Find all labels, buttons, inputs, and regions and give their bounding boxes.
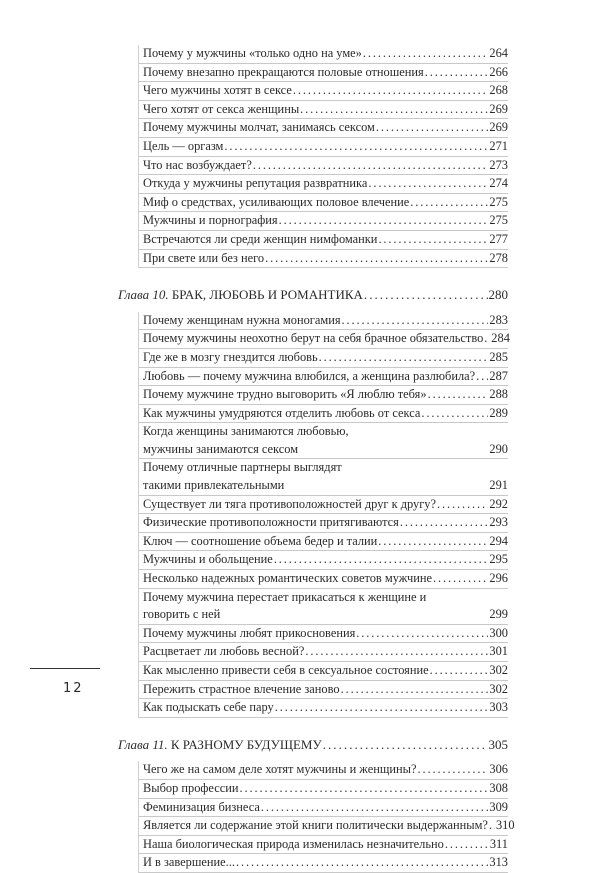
toc-entry-page: 278 bbox=[489, 250, 508, 265]
toc-entry-title: Цель — оргазм bbox=[143, 138, 224, 153]
toc-entry-page: 290 bbox=[489, 441, 508, 456]
toc-entry-title: Почему внезапно прекращаются половые отношения bbox=[143, 64, 424, 79]
leader-dots bbox=[417, 761, 488, 779]
toc-entry-page: 273 bbox=[489, 157, 508, 172]
toc-entry[interactable] bbox=[139, 817, 515, 836]
toc-entry-title: Расцветает ли любовь весной? bbox=[143, 644, 305, 659]
toc-entry[interactable] bbox=[139, 250, 508, 269]
leader-dots bbox=[489, 817, 495, 835]
toc-entry-page: 289 bbox=[489, 405, 508, 420]
leader-dots bbox=[300, 101, 488, 119]
leader-dots bbox=[240, 780, 489, 798]
toc-entry-title: Почему мужчины любят прикосновения bbox=[143, 625, 356, 640]
toc-entry-title: Феминизация бизнеса bbox=[143, 799, 260, 814]
toc-entry-title: Чего же на самом деле хотят мужчины и женщины? bbox=[143, 762, 417, 777]
toc-entry-page: 302 bbox=[489, 663, 508, 677]
toc-entry[interactable] bbox=[139, 101, 508, 120]
toc-entry-page: 274 bbox=[489, 176, 508, 191]
toc-entry[interactable] bbox=[139, 423, 508, 459]
toc-entry[interactable] bbox=[139, 138, 508, 157]
toc-entry-title: Ключ — соотношение объема бедер и талии bbox=[143, 533, 378, 548]
chapter-page: 305 bbox=[488, 736, 508, 752]
chapter-label: Глава 11. bbox=[118, 736, 168, 752]
toc-entry-title: Что нас возбуждает? bbox=[143, 157, 252, 172]
leader-dots bbox=[368, 175, 488, 193]
toc-entry[interactable] bbox=[139, 799, 508, 818]
toc-entry-page: 311 bbox=[489, 836, 508, 851]
toc-entry-title: Почему у мужчины «только одно на уме» bbox=[143, 46, 362, 60]
toc-entry-title: Почему мужчины неохотно берут на себя брачное обязательство bbox=[143, 331, 484, 346]
toc-entry-title: Мужчины и обольщение bbox=[143, 552, 273, 567]
toc-entry-title: И в завершение... bbox=[143, 855, 235, 870]
toc-entry[interactable] bbox=[139, 854, 508, 873]
toc-entry-title: Как мужчины умудряются отделить любовь от секса bbox=[143, 405, 421, 420]
toc-entry-page: 306 bbox=[489, 762, 508, 777]
toc-entry-page: 309 bbox=[489, 799, 508, 814]
toc-entry[interactable] bbox=[139, 496, 508, 515]
leader-dots bbox=[428, 386, 489, 404]
leader-dots bbox=[319, 349, 489, 367]
toc-entry[interactable] bbox=[139, 45, 508, 64]
leader-dots bbox=[445, 836, 489, 854]
toc-entry[interactable] bbox=[139, 570, 508, 589]
leader-dots bbox=[476, 368, 488, 386]
chapter-heading[interactable] bbox=[118, 286, 508, 304]
toc-entry-title: Как мысленно привести себя в сексуальное состояние bbox=[143, 663, 429, 677]
chapter-title: БРАК, ЛЮБОВЬ И РОМАНТИКА bbox=[171, 287, 363, 303]
toc-entry-page: 299 bbox=[489, 607, 508, 622]
leader-dots bbox=[425, 64, 489, 82]
toc-entry[interactable] bbox=[139, 194, 508, 213]
toc-entry-title: Существует ли тяга противоположностей друг к другу? bbox=[143, 496, 436, 511]
toc-entry-title: Пережить страстное влечение заново bbox=[143, 681, 340, 696]
toc-entry-page: 296 bbox=[489, 571, 508, 586]
toc-entry[interactable] bbox=[139, 681, 508, 700]
chapter-page: 280 bbox=[488, 287, 508, 303]
toc-entry[interactable] bbox=[139, 533, 508, 552]
toc-entry-page: 295 bbox=[489, 552, 508, 567]
leader-dots bbox=[376, 119, 489, 137]
leader-dots bbox=[400, 514, 489, 532]
leader-dots bbox=[484, 330, 490, 348]
toc-entry[interactable] bbox=[139, 175, 508, 194]
section-entries bbox=[138, 312, 508, 718]
toc-entry-title: Наша биологическая природа изменилась незначительно bbox=[143, 836, 444, 851]
leader-dots bbox=[305, 643, 488, 661]
leader-dots bbox=[410, 194, 488, 212]
toc-entry-page: 266 bbox=[489, 64, 508, 79]
leader-dots bbox=[341, 681, 489, 699]
toc-entry-page: 271 bbox=[489, 138, 508, 153]
toc-entry-title: Несколько надежных романтических советов мужчине bbox=[143, 571, 432, 586]
toc-entry-title: Почему мужчине трудно выговорить «Я люблю тебя» bbox=[143, 387, 427, 402]
leader-dots bbox=[265, 250, 488, 268]
toc-entry-title: Любовь — почему мужчина влюбился, а женщина разлюбила? bbox=[143, 368, 476, 383]
toc-entry[interactable] bbox=[139, 761, 508, 780]
toc-entry-title: Как подыскать себе пару bbox=[143, 700, 274, 715]
section-entries bbox=[138, 45, 508, 268]
section-entries bbox=[138, 761, 515, 873]
toc-entry-page: 300 bbox=[489, 625, 508, 640]
toc-entry-title: Откуда у мужчины репутация развратника bbox=[143, 176, 368, 191]
footer-rule bbox=[30, 668, 100, 669]
toc-entry[interactable] bbox=[139, 330, 508, 349]
toc-entry-page: 268 bbox=[489, 83, 508, 98]
toc-entry-title: Является ли содержание этой книги политически выдержанным? bbox=[143, 818, 488, 833]
toc-entry-page: 275 bbox=[489, 194, 508, 209]
toc-entry-title: Почему мужчина перестает прикасаться к женщине и говорить с ней bbox=[143, 589, 427, 622]
toc-entry[interactable] bbox=[139, 514, 508, 533]
toc-entry[interactable] bbox=[139, 64, 508, 83]
leader-dots bbox=[430, 662, 489, 680]
leader-dots bbox=[261, 799, 489, 817]
toc-entry[interactable] bbox=[139, 699, 508, 718]
toc-entry-page: 275 bbox=[489, 213, 508, 228]
toc-entry[interactable] bbox=[139, 625, 508, 644]
toc-entry-page: 277 bbox=[489, 231, 508, 246]
toc-entry-page: 308 bbox=[489, 780, 508, 795]
toc-entry-page: 301 bbox=[489, 644, 508, 659]
toc-entry[interactable] bbox=[139, 836, 508, 855]
toc-entry-page: 283 bbox=[489, 312, 508, 327]
toc-entry-title: Встречаются ли среди женщин нимфоманки bbox=[143, 231, 378, 246]
toc-entry-title: Почему отличные партнеры выглядят такими привлекательными bbox=[143, 460, 342, 493]
toc-entry-page: 269 bbox=[489, 120, 508, 135]
toc-entry-title: Физические противоположности притягиваются bbox=[143, 515, 399, 530]
leader-dots bbox=[275, 699, 489, 717]
toc-entry-page: 310 bbox=[495, 818, 515, 833]
toc-entry[interactable] bbox=[139, 119, 508, 138]
toc-entry-page: 285 bbox=[489, 349, 508, 364]
toc-entry[interactable] bbox=[139, 212, 508, 231]
toc-entry-page: 303 bbox=[489, 700, 508, 715]
toc-entry[interactable] bbox=[139, 231, 508, 250]
chapter-label: Глава 10. bbox=[118, 287, 169, 303]
toc-entry-title: Выбор профессии bbox=[143, 780, 239, 795]
leader-dots bbox=[378, 231, 488, 249]
toc-entry-title: Почему мужчины молчат, занимаясь сексом bbox=[143, 120, 375, 135]
leader-dots bbox=[224, 138, 488, 156]
toc-entry-page: 264 bbox=[489, 46, 508, 60]
toc-entry-page: 284 bbox=[491, 331, 510, 346]
toc-entry-title: Миф о средствах, усиливающих половое влечение bbox=[143, 194, 410, 209]
leader-dots bbox=[236, 854, 488, 872]
leader-dots bbox=[356, 625, 488, 643]
leader-dots bbox=[437, 496, 488, 514]
toc-entry-title: Когда женщины занимаются любовью, мужчины занимаются сексом bbox=[143, 424, 349, 456]
toc-entry[interactable] bbox=[139, 589, 508, 625]
toc-entry-title: Где же в мозгу гнездится любовь bbox=[143, 349, 318, 364]
toc-entry-page: 291 bbox=[489, 478, 508, 493]
leader-dots bbox=[342, 312, 489, 330]
leader-dots bbox=[363, 45, 489, 63]
toc-entry[interactable] bbox=[139, 662, 508, 681]
leader-dots bbox=[274, 551, 489, 569]
leader-dots bbox=[293, 82, 489, 100]
page-number: 12 bbox=[63, 681, 84, 696]
table-of-contents bbox=[118, 45, 515, 873]
toc-entry[interactable] bbox=[139, 643, 508, 662]
toc-entry-page: 288 bbox=[489, 387, 508, 402]
toc-entry[interactable] bbox=[139, 780, 508, 799]
chapter-title: К РАЗНОМУ БУДУЩЕМУ bbox=[170, 736, 322, 752]
toc-entry-title: Мужчины и порнография bbox=[143, 213, 278, 228]
toc-entry-page: 294 bbox=[489, 533, 508, 548]
toc-entry-title: Почему женщинам нужна моногамия bbox=[143, 312, 341, 327]
toc-entry-page: 287 bbox=[489, 368, 508, 383]
toc-entry-page: 293 bbox=[489, 515, 508, 530]
leader-dots bbox=[323, 736, 488, 754]
toc-entry-page: 313 bbox=[489, 855, 508, 870]
leader-dots bbox=[378, 533, 488, 551]
leader-dots bbox=[421, 405, 488, 423]
toc-entry-title: Чего хотят от секса женщины bbox=[143, 101, 300, 116]
toc-entry[interactable] bbox=[139, 551, 508, 570]
toc-entry[interactable] bbox=[139, 459, 508, 495]
toc-entry-page: 302 bbox=[489, 681, 508, 696]
toc-entry[interactable] bbox=[139, 82, 508, 101]
toc-entry[interactable] bbox=[139, 386, 508, 405]
toc-entry[interactable] bbox=[139, 368, 508, 387]
toc-entry-title: При свете или без него bbox=[143, 250, 265, 265]
toc-entry-page: 269 bbox=[489, 101, 508, 116]
toc-entry-page: 292 bbox=[489, 496, 508, 511]
toc-entry[interactable] bbox=[139, 312, 508, 331]
toc-entry[interactable] bbox=[139, 349, 508, 368]
toc-entry[interactable] bbox=[139, 405, 508, 424]
toc-entry-title: Чего мужчины хотят в сексе bbox=[143, 83, 292, 98]
leader-dots bbox=[279, 212, 489, 230]
leader-dots bbox=[364, 286, 488, 304]
toc-entry[interactable] bbox=[139, 157, 508, 176]
leader-dots bbox=[433, 570, 488, 588]
chapter-heading[interactable] bbox=[118, 736, 508, 754]
leader-dots bbox=[253, 157, 489, 175]
